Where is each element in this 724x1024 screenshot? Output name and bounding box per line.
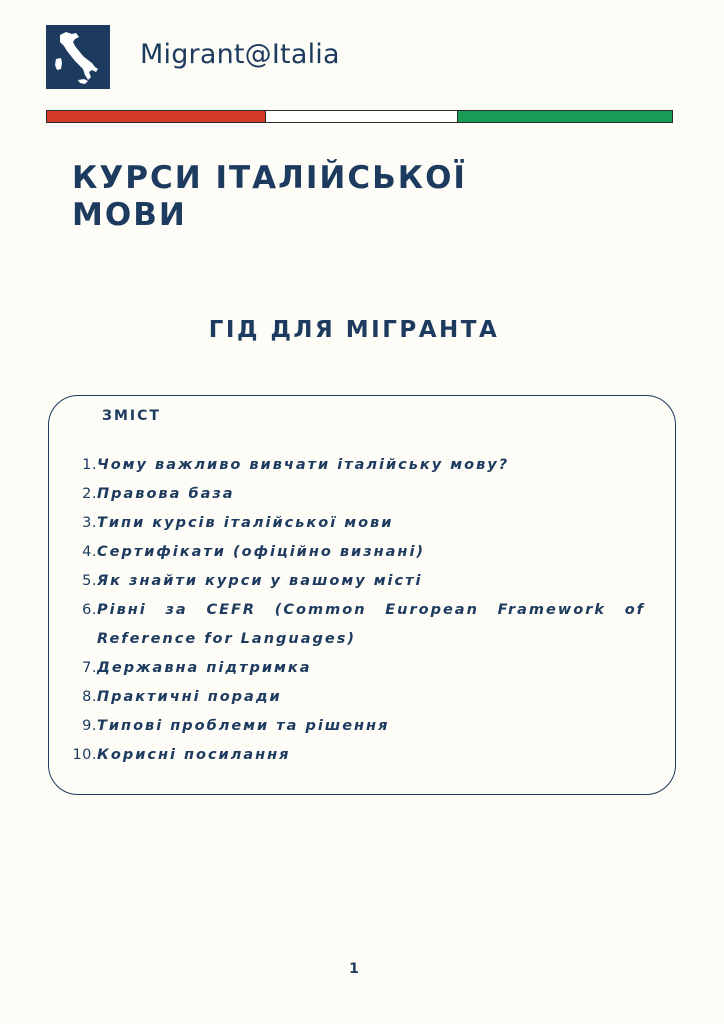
table-of-contents <box>48 395 676 795</box>
logo <box>46 25 110 89</box>
page-title-line-1: КУРСИ ІТАЛІЙСЬКОЇ <box>72 160 467 196</box>
page-number: 1 <box>349 961 359 977</box>
flag-white-segment <box>266 111 458 122</box>
toc-item-label: Типові проблеми та рішення <box>97 718 390 734</box>
toc-item-label: Корисні посилання <box>97 747 291 763</box>
toc-item[interactable] <box>49 596 645 654</box>
flag-green-segment <box>458 111 672 122</box>
italian-flag-bar <box>46 110 673 123</box>
toc-item-number: 4. <box>82 544 97 560</box>
toc-item-label: Правова база <box>97 486 235 502</box>
toc-list <box>49 451 645 770</box>
toc-item-label: Державна підтримка <box>97 660 312 676</box>
toc-item-label: Сертифікати (офіційно визнані) <box>97 544 426 560</box>
page-title-line-2: МОВИ <box>72 197 187 233</box>
toc-item-label: Типи курсів італійської мови <box>97 515 394 531</box>
brand-name: Migrant@Italia <box>140 39 340 70</box>
toc-item[interactable] <box>49 741 645 770</box>
toc-item-number: 10. <box>72 747 97 763</box>
toc-item-number: 9. <box>82 718 97 734</box>
toc-item-number: 5. <box>82 573 97 589</box>
toc-item[interactable] <box>49 654 645 683</box>
toc-item-label: Практичні поради <box>97 689 282 705</box>
toc-item[interactable] <box>49 538 645 567</box>
toc-heading: ЗМІСТ <box>102 408 161 424</box>
toc-item[interactable] <box>49 509 645 538</box>
toc-item[interactable] <box>49 712 645 741</box>
toc-item[interactable] <box>49 451 645 480</box>
page-subtitle: ГІД ДЛЯ МІГРАНТА <box>208 317 500 343</box>
toc-item[interactable] <box>49 480 645 509</box>
flag-red-segment <box>47 111 266 122</box>
toc-item-number: 8. <box>82 689 97 705</box>
page-title <box>72 160 532 234</box>
toc-item-label: Чому важливо вивчати італійську мову? <box>97 457 510 473</box>
toc-item-number: 7. <box>82 660 97 676</box>
toc-item-number: 3. <box>82 515 97 531</box>
toc-item[interactable] <box>49 567 645 596</box>
toc-item-number: 2. <box>82 486 97 502</box>
toc-item-label: Рівні за CEFR (Common European Framework of Reference for Languages) <box>97 602 645 647</box>
toc-item-number: 6. <box>82 602 97 618</box>
italy-map-icon <box>46 25 110 89</box>
toc-item[interactable] <box>49 683 645 712</box>
toc-item-label: Як знайти курси у вашому місті <box>97 573 423 589</box>
toc-item-number: 1. <box>82 457 97 473</box>
